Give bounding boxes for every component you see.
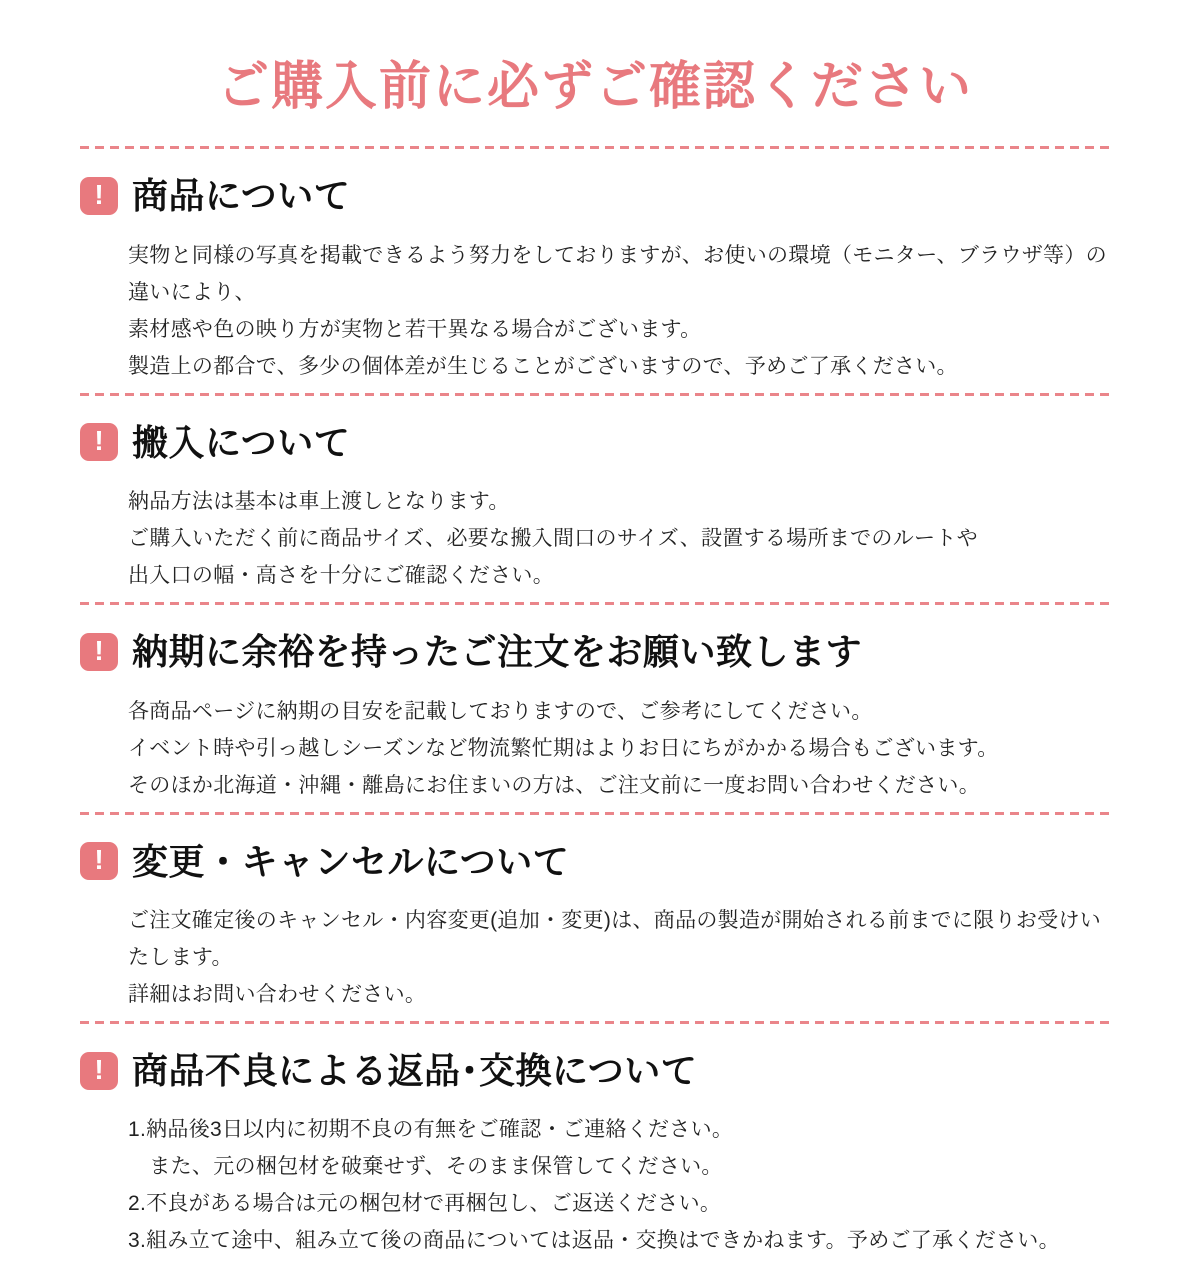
body-line: 出入口の幅・高さを十分にご確認ください。 xyxy=(128,564,554,588)
section-body xyxy=(128,902,1110,1013)
section-about-product xyxy=(80,149,1110,392)
body-line: また、元の梱包材を破棄せず、そのまま保管してください。 xyxy=(128,1155,723,1179)
exclamation-icon: ! xyxy=(80,633,118,671)
body-line: 製造上の都合で、多少の個体差が生じることがございますので、予めご了承ください。 xyxy=(128,354,958,378)
section-heading: 搬入について xyxy=(132,421,351,463)
exclamation-icon: ! xyxy=(80,1052,118,1090)
body-line: 実物と同様の写真を掲載できるよう努力をしておりますが、お使いの環境（モニター、ブラウザ等）の違いにより、 xyxy=(128,243,1107,304)
body-line: ご購入いただく前に商品サイズ、必要な搬入間口のサイズ、設置する場所までのルートや xyxy=(128,527,978,551)
section-heading-row xyxy=(80,631,1110,672)
section-heading: 商品について xyxy=(132,175,351,217)
exclamation-icon: ! xyxy=(80,423,118,461)
section-heading-row xyxy=(80,175,1110,216)
body-line: 1.納品後3日以内に初期不良の有無をご確認・ご連絡ください。 xyxy=(128,1118,734,1142)
section-body xyxy=(128,1111,1110,1259)
body-line: ご注文確定後のキャンセル・内容変更(追加・変更)は、商品の製造が開始される前までに限りお受けいたします。 xyxy=(128,908,1102,969)
exclamation-icon: ! xyxy=(80,177,118,215)
section-heading-row xyxy=(80,841,1110,882)
exclamation-icon: ! xyxy=(80,842,118,880)
section-heading-row xyxy=(80,422,1110,463)
body-line: 納品方法は基本は車上渡しとなります。 xyxy=(128,490,510,514)
section-heading: 変更・キャンセルについて xyxy=(132,840,570,882)
body-line: 素材感や色の映り方が実物と若干異なる場合がございます。 xyxy=(128,317,702,341)
body-line: 3.組み立て途中、組み立て後の商品については返品・交換はできかねます。予めご了承ください。 xyxy=(128,1229,1060,1253)
body-line: イベント時や引っ越しシーズンなど物流繁忙期はよりお日にちがかかる場合もございます。 xyxy=(128,736,999,760)
body-line: 各商品ページに納期の目安を記載しておりますので、ご参考にしてください。 xyxy=(128,699,873,723)
page-title: ご購入前に必ずご確認ください xyxy=(216,58,973,116)
section-order-lead-time xyxy=(80,605,1110,811)
section-return-exchange xyxy=(80,1024,1110,1267)
section-body xyxy=(128,483,1110,594)
section-about-delivery xyxy=(80,396,1110,602)
section-change-cancel xyxy=(80,815,1110,1021)
section-heading: 納期に余裕を持ったご注文をお願い致します xyxy=(132,631,863,673)
body-line: 詳細はお問い合わせください。 xyxy=(128,982,427,1006)
purchase-notice-page xyxy=(80,0,1110,1267)
section-heading-row xyxy=(80,1050,1110,1091)
section-heading: 商品不良による返品･交換について xyxy=(132,1049,698,1091)
section-body xyxy=(128,237,1110,385)
body-line: そのほか北海道・沖縄・離島にお住まいの方は、ご注文前に一度お問い合わせください。 xyxy=(128,773,980,797)
section-body xyxy=(128,693,1110,804)
body-line: 2.不良がある場合は元の梱包材で再梱包し、ご返送ください。 xyxy=(128,1192,722,1216)
